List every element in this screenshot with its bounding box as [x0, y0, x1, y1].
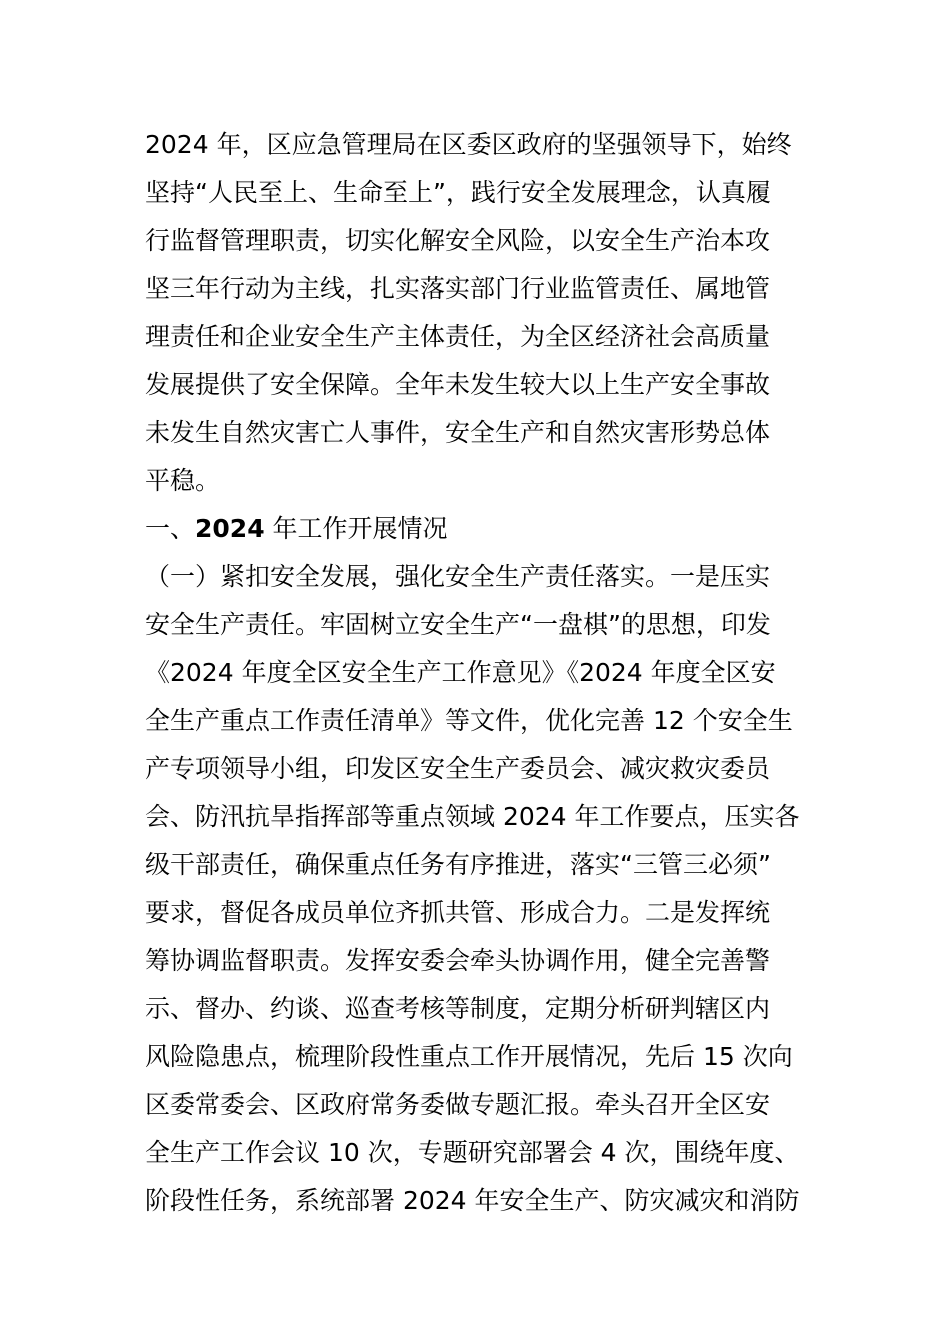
paragraph-line-5: 理责任和企业安全生产主体责任，为全区经济社会高质量: [145, 322, 771, 351]
section-line-6: 会、防汛抗旱指挥部等重点领域 2024 年工作要点，压实各: [145, 802, 800, 831]
section-line-9: 筹协调监督职责。发挥安委会牵头协调作用，健全完善警: [145, 946, 771, 975]
section-line-2: 安全生产责任。牢固树立安全生产“一盘棋”的思想，印发: [145, 610, 771, 639]
heading-year: 2024: [195, 514, 265, 543]
section-line-1: （一）紧扣安全发展，强化安全生产责任落实。一是压实: [145, 562, 771, 591]
section-line-13: 全生产工作会议 10 次，专题研究部署会 4 次，围绕年度、: [145, 1138, 800, 1167]
section-heading: [145, 505, 815, 553]
section-line-11: 风险隐患点，梳理阶段性重点工作开展情况，先后 15 次向: [145, 1042, 793, 1071]
section-line-14: 阶段性任务，系统部署 2024 年安全生产、防灾减灾和消防: [145, 1186, 800, 1215]
heading-suffix: 年工作开展情况: [264, 514, 448, 543]
paragraph-line-7: 未发生自然灾害亡人事件，安全生产和自然灾害形势总体: [145, 418, 771, 447]
paragraph-line-3: 行监督管理职责，切实化解安全风险，以安全生产治本攻: [145, 226, 771, 255]
section-line-12: 区委常委会、区政府常务委做专题汇报。牵头召开全区安: [145, 1090, 771, 1119]
paragraph-line-2: 坚持“人民至上、生命至上”，践行安全发展理念，认真履: [145, 178, 771, 207]
paragraph-line-4: 坚三年行动为主线，扎实落实部门行业监管责任、属地管: [145, 274, 771, 303]
paragraph-line-6: 发展提供了安全保障。全年未发生较大以上生产安全事故: [145, 370, 771, 399]
paragraph-line-1: 2024 年，区应急管理局在区委区政府的坚强领导下，始终: [145, 130, 792, 159]
section-line-5: 产专项领导小组，印发区安全生产委员会、减灾救灾委员: [145, 754, 771, 783]
section-line-7: 级干部责任，确保重点任务有序推进，落实“三管三必须”: [145, 850, 771, 879]
section-line-3: 《2024 年度全区安全生产工作意见》《2024 年度全区安: [145, 658, 776, 687]
section-line-8: 要求，督促各成员单位齐抓共管、形成合力。二是发挥统: [145, 898, 771, 927]
heading-prefix: 一、: [145, 514, 196, 543]
section-line-10: 示、督办、约谈、巡查考核等制度，定期分析研判辖区内: [145, 994, 771, 1023]
paragraph-line-8: 平稳。: [145, 466, 221, 495]
section-line-4: 全生产重点工作责任清单》等文件，优化完善 12 个安全生: [145, 706, 793, 735]
